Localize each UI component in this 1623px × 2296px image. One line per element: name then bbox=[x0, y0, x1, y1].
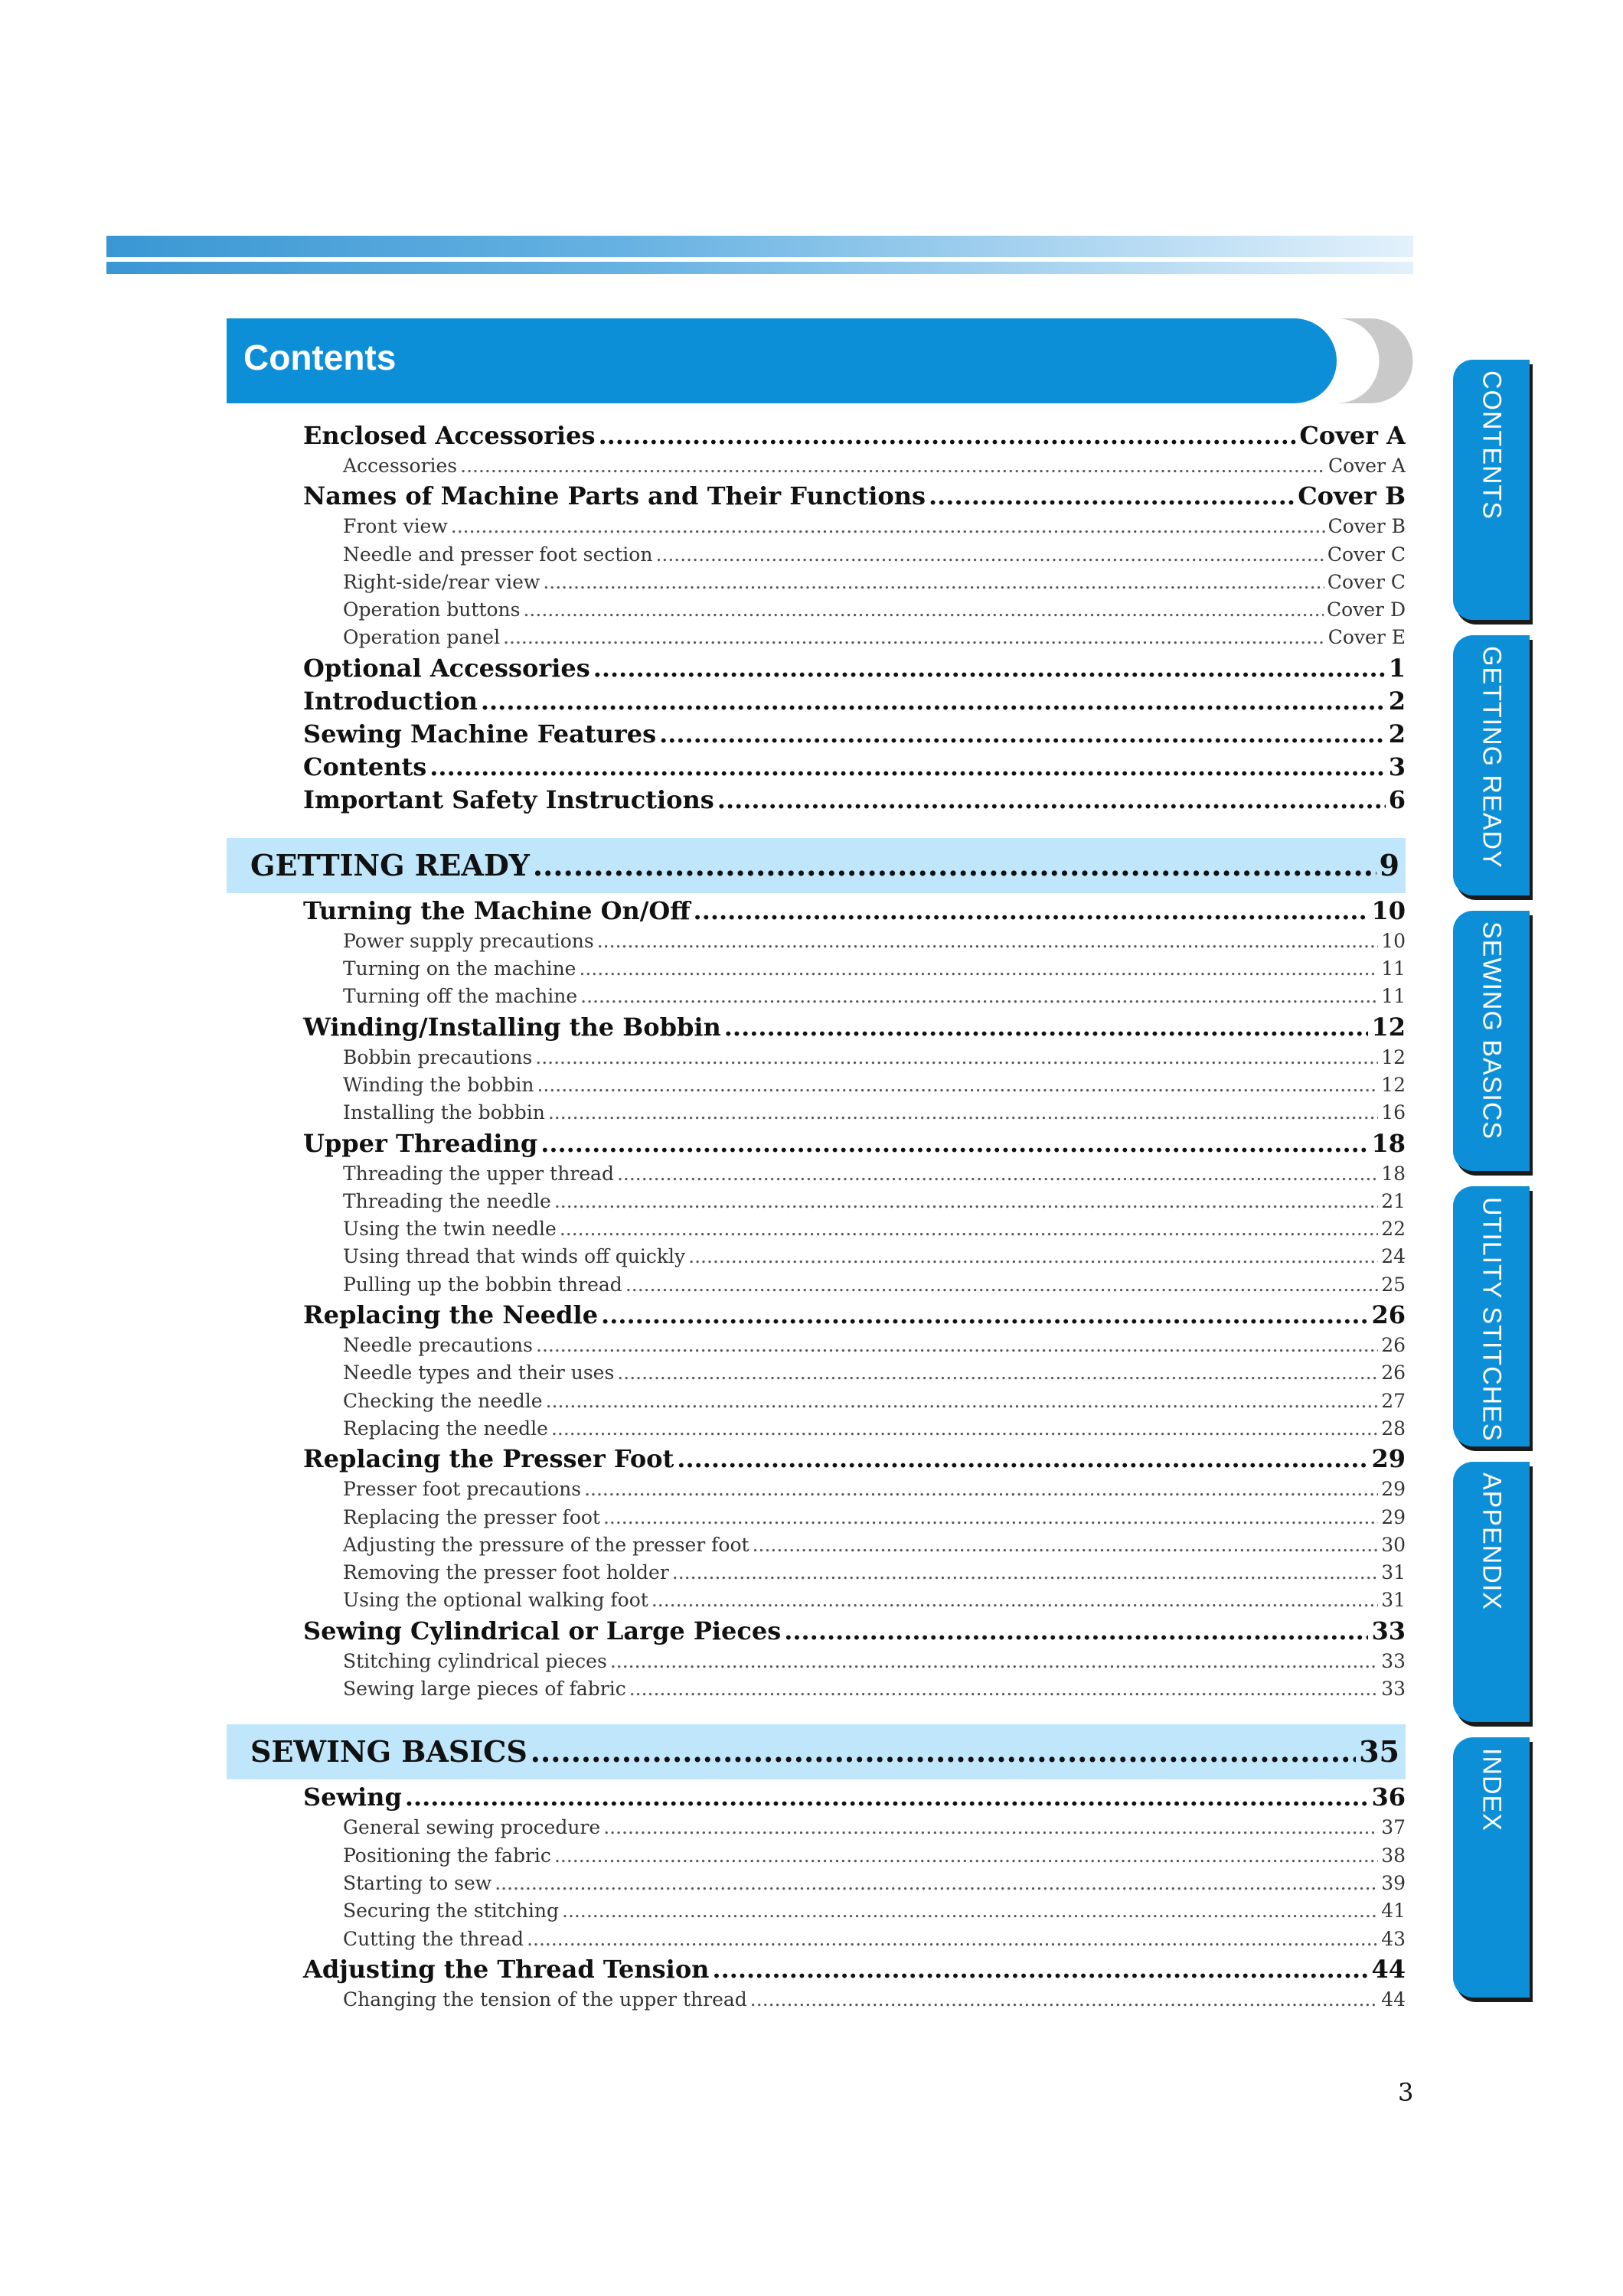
dot-leader bbox=[584, 1476, 1378, 1503]
toc-entry-title: Adjusting the pressure of the presser foot bbox=[343, 1533, 749, 1556]
toc-subentry[interactable] bbox=[227, 1587, 1406, 1614]
toc-page-number: 22 bbox=[1381, 1218, 1406, 1241]
dot-leader bbox=[527, 1926, 1378, 1953]
toc-entry-title: Sewing bbox=[303, 1782, 402, 1812]
toc-entry-title: Sewing large pieces of fabric bbox=[343, 1678, 626, 1701]
dot-leader bbox=[451, 513, 1325, 540]
side-tab-appendix[interactable] bbox=[1453, 1462, 1530, 1722]
toc-entry-title: Pulling up the bobbin thread bbox=[343, 1273, 622, 1296]
toc-page-number: 11 bbox=[1381, 957, 1406, 980]
side-tab-label: CONTENTS bbox=[1477, 370, 1507, 520]
toc-page-number: 33 bbox=[1381, 1649, 1406, 1672]
toc-page-number: Cover A bbox=[1327, 455, 1406, 477]
toc-page-number: 29 bbox=[1381, 1478, 1406, 1501]
toc-entry-title: Turning the Machine On/Off bbox=[303, 895, 691, 925]
toc-page-number: Cover D bbox=[1326, 598, 1406, 621]
dot-leader bbox=[535, 1044, 1378, 1071]
toc-entry-title: Needle types and their uses bbox=[343, 1362, 615, 1384]
toc-entry-title: SEWING BASICS bbox=[250, 1734, 527, 1769]
dot-leader bbox=[617, 1359, 1378, 1387]
toc-page-number: 33 bbox=[1381, 1678, 1406, 1701]
dot-leader bbox=[579, 955, 1378, 983]
dot-leader bbox=[717, 784, 1386, 817]
toc-page-number: 21 bbox=[1381, 1189, 1406, 1212]
toc-entry-title: Names of Machine Parts and Their Functions bbox=[303, 481, 926, 511]
dot-leader bbox=[929, 480, 1295, 513]
header-gradient-band bbox=[106, 236, 1413, 274]
dot-leader bbox=[495, 1870, 1378, 1897]
dot-leader bbox=[537, 1071, 1378, 1099]
toc-entry-title: Enclosed Accessories bbox=[303, 421, 596, 450]
toc-page-number: 12 bbox=[1371, 1012, 1406, 1042]
toc-entry-title: Stitching cylindrical pieces bbox=[343, 1649, 607, 1672]
toc-subentry[interactable] bbox=[227, 1271, 1406, 1299]
toc-entry-title: Winding/Installing the Bobbin bbox=[303, 1012, 721, 1042]
dot-leader bbox=[598, 419, 1296, 452]
toc-subentry[interactable] bbox=[227, 1359, 1406, 1387]
dot-leader bbox=[617, 1160, 1378, 1188]
dot-leader bbox=[531, 1724, 1356, 1779]
side-tab-getting-ready[interactable] bbox=[1453, 635, 1530, 895]
toc-subentry[interactable] bbox=[227, 452, 1406, 480]
toc-page-number: Cover B bbox=[1327, 515, 1406, 538]
dot-leader bbox=[724, 1011, 1369, 1044]
toc-subentry[interactable] bbox=[227, 1388, 1406, 1415]
toc-entry-title: Securing the stitching bbox=[343, 1900, 560, 1923]
toc-page-number: 29 bbox=[1371, 1444, 1406, 1474]
toc-subentry[interactable] bbox=[227, 1675, 1406, 1703]
side-tab-label: INDEX bbox=[1477, 1748, 1507, 1831]
toc-page-number: 25 bbox=[1381, 1273, 1406, 1296]
toc-entry-title: Sewing Cylindrical or Large Pieces bbox=[303, 1616, 782, 1645]
toc-page-number: 33 bbox=[1371, 1616, 1406, 1645]
toc-page-number: 12 bbox=[1381, 1073, 1406, 1096]
toc-subentry[interactable] bbox=[227, 1215, 1406, 1243]
toc-entry-title: GETTING READY bbox=[250, 847, 530, 882]
toc-page-number: 9 bbox=[1379, 847, 1399, 882]
toc-subentry[interactable] bbox=[227, 513, 1406, 540]
dot-leader bbox=[548, 1099, 1378, 1127]
toc-page-number: 43 bbox=[1381, 1927, 1406, 1950]
toc-page-number: 26 bbox=[1371, 1300, 1406, 1330]
toc-subentry[interactable] bbox=[227, 955, 1406, 983]
dot-leader bbox=[523, 596, 1323, 624]
side-tab-label: GETTING READY bbox=[1477, 646, 1507, 869]
toc-entry-title: Important Safety Instructions bbox=[303, 784, 714, 814]
toc-entry-title: Sewing Machine Features bbox=[303, 719, 657, 748]
dot-leader bbox=[460, 452, 1325, 480]
toc-page-number: 30 bbox=[1381, 1533, 1406, 1556]
toc-entry-title: Bobbin precautions bbox=[343, 1045, 533, 1068]
toc-page-number: 16 bbox=[1381, 1101, 1406, 1124]
toc-entry-title: Cutting the thread bbox=[343, 1927, 524, 1950]
dot-leader bbox=[503, 624, 1325, 651]
toc-entry-title: General sewing procedure bbox=[343, 1816, 601, 1839]
dot-leader bbox=[551, 1415, 1378, 1443]
toc-page-number: 18 bbox=[1371, 1128, 1406, 1158]
toc-entry[interactable] bbox=[227, 480, 1406, 513]
toc-entry[interactable] bbox=[227, 685, 1406, 718]
toc-entry-title: Replacing the presser foot bbox=[343, 1505, 600, 1528]
dot-leader bbox=[533, 838, 1376, 893]
toc-subentry[interactable] bbox=[227, 1071, 1406, 1099]
toc-subentry[interactable] bbox=[227, 1986, 1406, 2014]
dot-leader bbox=[405, 1781, 1369, 1814]
toc-entry-title: Needle and presser foot section bbox=[343, 543, 653, 566]
toc-page-number: 24 bbox=[1381, 1245, 1406, 1268]
toc-subentry[interactable] bbox=[227, 1160, 1406, 1188]
toc-entry-title: Threading the upper thread bbox=[343, 1162, 614, 1185]
toc-entry-title: Power supply precautions bbox=[343, 929, 594, 952]
toc-entry-title: Needle precautions bbox=[343, 1334, 533, 1357]
toc-subentry[interactable] bbox=[227, 1243, 1406, 1270]
toc-page-number: 44 bbox=[1371, 1954, 1406, 1984]
toc-page-number: 11 bbox=[1381, 985, 1406, 1008]
dot-leader bbox=[601, 1299, 1368, 1332]
table-of-contents bbox=[227, 419, 1406, 2014]
toc-page-number: 1 bbox=[1388, 653, 1406, 683]
toc-subentry[interactable] bbox=[227, 1188, 1406, 1215]
dot-leader bbox=[597, 928, 1378, 955]
toc-subentry[interactable] bbox=[227, 1926, 1406, 1953]
side-tab-contents[interactable] bbox=[1453, 360, 1530, 620]
toc-page-number: 2 bbox=[1388, 719, 1406, 748]
toc-subentry[interactable] bbox=[227, 1870, 1406, 1897]
toc-entry-title: Right-side/rear view bbox=[343, 570, 540, 593]
dot-leader bbox=[554, 1842, 1378, 1870]
toc-subentry[interactable] bbox=[227, 1814, 1406, 1841]
dot-leader bbox=[651, 1587, 1378, 1614]
dot-leader bbox=[688, 1243, 1378, 1270]
toc-entry-title: Replacing the Needle bbox=[303, 1300, 599, 1330]
toc-entry-title: Optional Accessories bbox=[303, 653, 590, 683]
toc-subentry[interactable] bbox=[227, 928, 1406, 955]
toc-entry-title: Removing the presser foot holder bbox=[343, 1561, 669, 1584]
toc-entry[interactable] bbox=[227, 895, 1406, 928]
toc-entry-title: Checking the needle bbox=[343, 1389, 543, 1412]
toc-page-number: 26 bbox=[1381, 1362, 1406, 1384]
toc-entry-title: Turning off the machine bbox=[343, 985, 578, 1008]
dot-leader bbox=[655, 541, 1324, 569]
dot-leader bbox=[659, 718, 1386, 751]
toc-entry[interactable] bbox=[227, 1781, 1406, 1814]
toc-page-number: 44 bbox=[1381, 1988, 1406, 2011]
dot-leader bbox=[753, 1531, 1379, 1559]
toc-subentry[interactable] bbox=[227, 541, 1406, 569]
toc-entry-title: Using the optional walking foot bbox=[343, 1589, 648, 1612]
toc-page-number: 41 bbox=[1381, 1900, 1406, 1923]
toc-page-number: 6 bbox=[1388, 784, 1406, 814]
toc-entry-title: Starting to sew bbox=[343, 1871, 492, 1894]
toc-subentry[interactable] bbox=[227, 1897, 1406, 1925]
toc-page-number: 29 bbox=[1381, 1505, 1406, 1528]
dot-leader bbox=[429, 751, 1385, 784]
dot-leader bbox=[562, 1897, 1378, 1925]
toc-section-heading[interactable] bbox=[227, 1724, 1406, 1779]
dot-leader bbox=[580, 983, 1378, 1010]
toc-subentry[interactable] bbox=[227, 624, 1406, 651]
toc-entry-title: Upper Threading bbox=[303, 1128, 538, 1158]
page-number: 3 bbox=[1398, 2078, 1414, 2107]
toc-entry-title: Operation buttons bbox=[343, 598, 521, 621]
toc-page-number: Cover C bbox=[1327, 570, 1406, 593]
toc-page-number: 39 bbox=[1381, 1871, 1406, 1894]
toc-entry-title: Replacing the Presser Foot bbox=[303, 1444, 674, 1474]
toc-entry-title: Contents bbox=[303, 752, 427, 781]
toc-entry[interactable] bbox=[227, 652, 1406, 685]
toc-entry[interactable] bbox=[227, 1443, 1406, 1476]
toc-page-number: 31 bbox=[1381, 1589, 1406, 1612]
toc-page-number: 38 bbox=[1381, 1844, 1406, 1867]
toc-page-number: 28 bbox=[1381, 1417, 1406, 1440]
dot-leader bbox=[610, 1648, 1378, 1675]
toc-page-number: 18 bbox=[1381, 1162, 1406, 1185]
toc-entry-title: Front view bbox=[343, 515, 448, 538]
toc-subentry[interactable] bbox=[227, 983, 1406, 1010]
dot-leader bbox=[677, 1443, 1368, 1476]
toc-page-number: 37 bbox=[1381, 1816, 1406, 1839]
toc-entry-title: Operation panel bbox=[343, 626, 501, 649]
toc-entry-title: Installing the bobbin bbox=[343, 1101, 545, 1124]
toc-page-number: 36 bbox=[1371, 1782, 1406, 1812]
dot-leader bbox=[536, 1332, 1378, 1359]
toc-page-number: 26 bbox=[1381, 1334, 1406, 1357]
side-tab-index[interactable] bbox=[1453, 1737, 1530, 1998]
dot-leader bbox=[603, 1814, 1378, 1841]
toc-page-number: Cover A bbox=[1299, 421, 1406, 450]
toc-entry-title: Accessories bbox=[343, 455, 458, 477]
page-title: Contents bbox=[243, 338, 397, 377]
toc-section-heading[interactable] bbox=[227, 838, 1406, 893]
dot-leader bbox=[784, 1615, 1368, 1648]
toc-page-number: Cover E bbox=[1327, 626, 1406, 649]
dot-leader bbox=[543, 569, 1324, 596]
toc-page-number: 27 bbox=[1381, 1389, 1406, 1412]
toc-entry[interactable] bbox=[227, 1011, 1406, 1044]
toc-entry[interactable] bbox=[227, 718, 1406, 751]
toc-subentry[interactable] bbox=[227, 1842, 1406, 1870]
side-tab-utility-stitches[interactable] bbox=[1453, 1186, 1530, 1446]
toc-entry-title: Presser foot precautions bbox=[343, 1478, 582, 1501]
toc-page-number: 10 bbox=[1371, 895, 1406, 925]
dot-leader bbox=[672, 1559, 1378, 1587]
toc-subentry[interactable] bbox=[227, 1648, 1406, 1675]
toc-subentry[interactable] bbox=[227, 1531, 1406, 1559]
toc-entry[interactable] bbox=[227, 419, 1406, 452]
toc-page-number: Cover B bbox=[1298, 481, 1406, 511]
toc-subentry[interactable] bbox=[227, 1476, 1406, 1503]
toc-entry-title: Turning on the machine bbox=[343, 957, 576, 980]
toc-entry[interactable] bbox=[227, 1299, 1406, 1332]
dot-leader bbox=[546, 1388, 1379, 1415]
toc-entry[interactable] bbox=[227, 751, 1406, 784]
side-tab-label: APPENDIX bbox=[1477, 1473, 1507, 1610]
toc-subentry[interactable] bbox=[227, 1415, 1406, 1443]
dot-leader bbox=[481, 685, 1386, 718]
dot-leader bbox=[540, 1127, 1368, 1160]
toc-entry-title: Threading the needle bbox=[343, 1189, 551, 1212]
dot-leader bbox=[750, 1986, 1378, 2014]
toc-page-number: 10 bbox=[1381, 929, 1406, 952]
toc-subentry[interactable] bbox=[227, 569, 1406, 596]
dot-leader bbox=[593, 652, 1386, 685]
toc-subentry[interactable] bbox=[227, 596, 1406, 624]
dot-leader bbox=[629, 1675, 1378, 1703]
dot-leader bbox=[712, 1953, 1368, 1986]
toc-page-number: 2 bbox=[1388, 686, 1406, 716]
toc-subentry[interactable] bbox=[227, 1332, 1406, 1359]
dot-leader bbox=[554, 1188, 1378, 1215]
toc-entry-title: Winding the bobbin bbox=[343, 1073, 534, 1096]
toc-page-number: 31 bbox=[1381, 1561, 1406, 1584]
dot-leader bbox=[603, 1504, 1378, 1531]
toc-page-number: Cover C bbox=[1327, 543, 1406, 566]
toc-subentry[interactable] bbox=[227, 1099, 1406, 1127]
toc-subentry[interactable] bbox=[227, 1559, 1406, 1587]
toc-entry-title: Introduction bbox=[303, 686, 478, 716]
toc-subentry[interactable] bbox=[227, 1044, 1406, 1071]
toc-entry[interactable] bbox=[227, 784, 1406, 817]
dot-leader bbox=[560, 1215, 1378, 1243]
toc-subentry[interactable] bbox=[227, 1504, 1406, 1531]
toc-entry-title: Positioning the fabric bbox=[343, 1844, 551, 1867]
toc-page-number: 35 bbox=[1359, 1734, 1399, 1769]
side-tab-label: UTILITY STITCHES bbox=[1477, 1197, 1507, 1442]
toc-page-number: 12 bbox=[1381, 1045, 1406, 1068]
dot-leader bbox=[625, 1271, 1378, 1299]
side-tab-sewing-basics[interactable] bbox=[1453, 911, 1530, 1171]
toc-entry-title: Using the twin needle bbox=[343, 1218, 557, 1241]
side-tab-label: SEWING BASICS bbox=[1477, 921, 1507, 1140]
toc-entry[interactable] bbox=[227, 1953, 1406, 1986]
toc-entry-title: Using thread that winds off quickly bbox=[343, 1245, 686, 1268]
toc-entry-title: Replacing the needle bbox=[343, 1417, 548, 1440]
toc-entry[interactable] bbox=[227, 1127, 1406, 1160]
title-banner bbox=[227, 318, 1337, 403]
toc-entry-title: Changing the tension of the upper thread bbox=[343, 1988, 747, 2011]
toc-entry[interactable] bbox=[227, 1615, 1406, 1648]
toc-entry-title: Adjusting the Thread Tension bbox=[303, 1954, 710, 1984]
toc-page-number: 3 bbox=[1388, 752, 1406, 781]
dot-leader bbox=[694, 895, 1369, 928]
